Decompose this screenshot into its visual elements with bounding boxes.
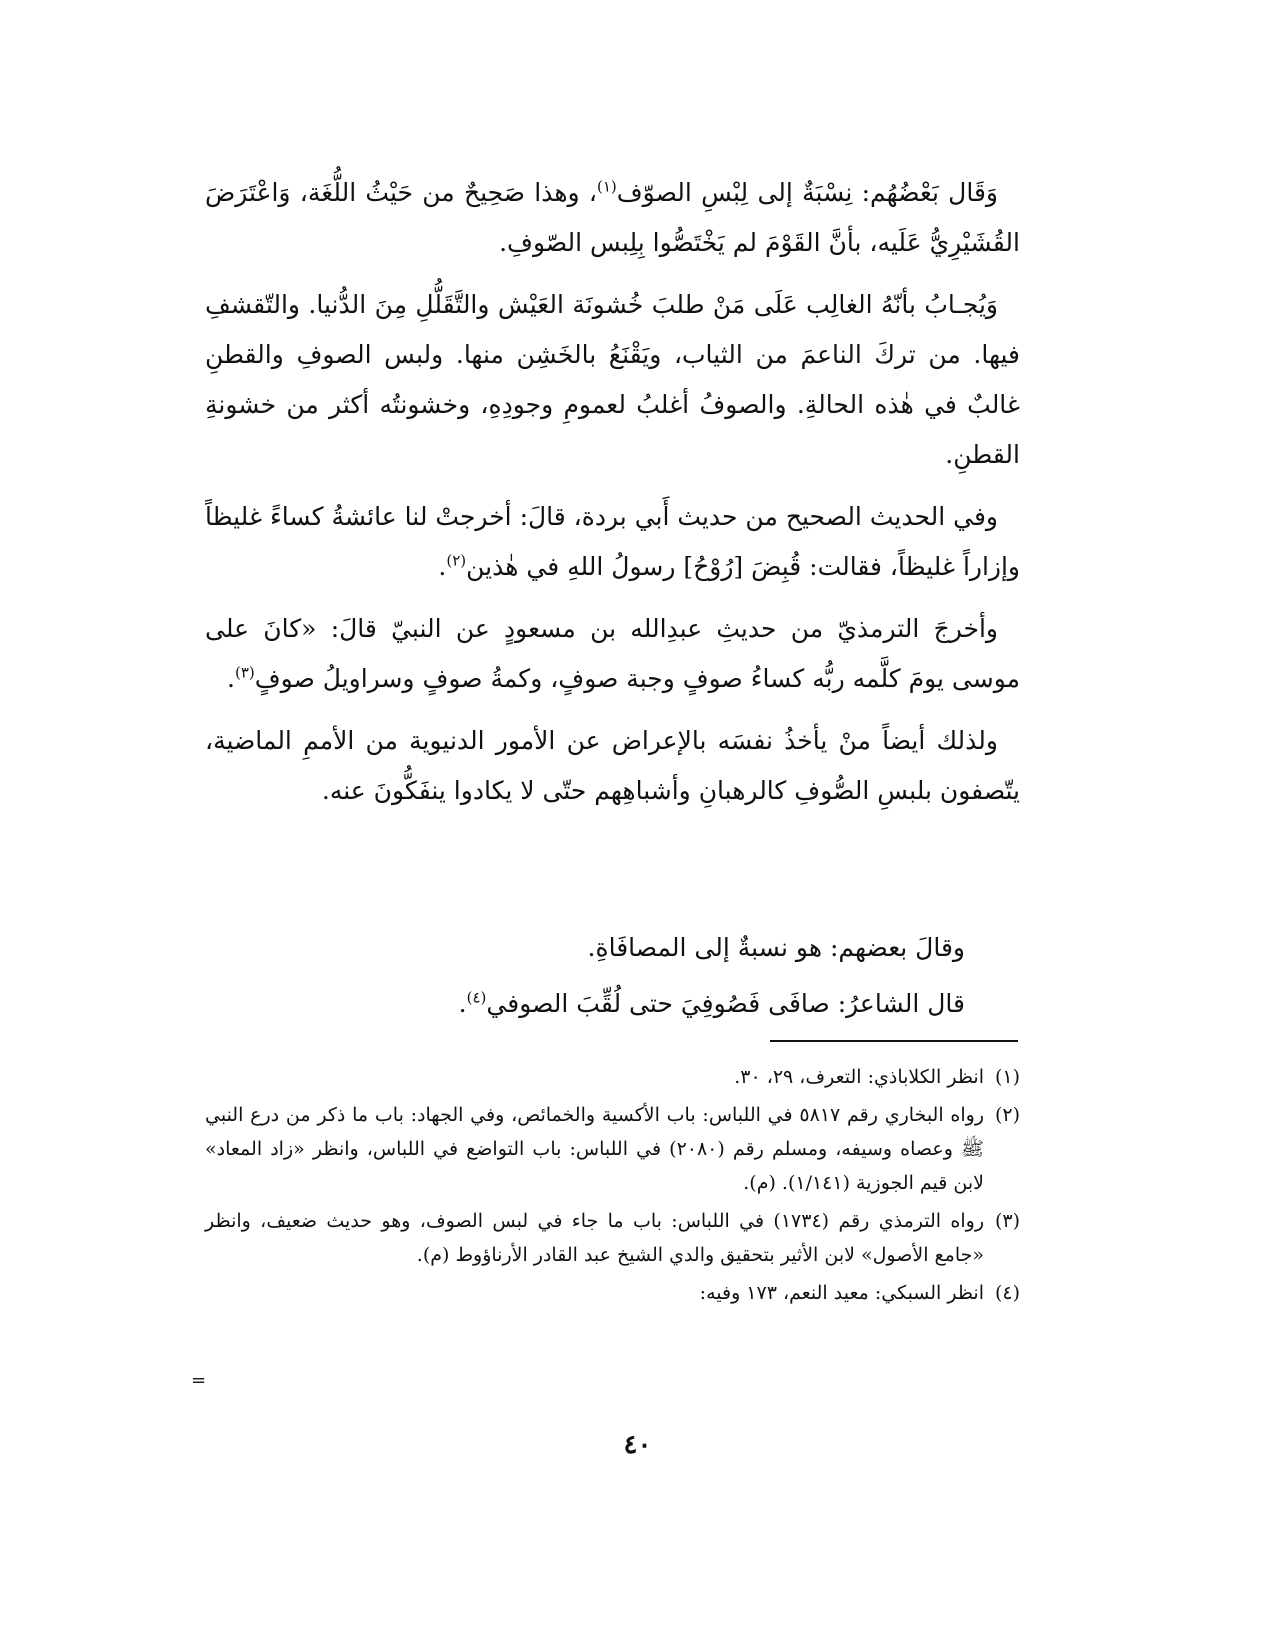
verse-block [205, 920, 965, 1032]
footnote-text: رواه الترمذي رقم (١٧٣٤) في اللباس: باب ما جاء في لبس الصوف، وهو حديث ضعيف، وانظر «جامع الأصول» لابن الأثير بتحقيق والدي الشيخ عبد القادر الأرناؤوط (م). [205, 1210, 984, 1266]
paragraph-text-tail: ، وهذا صَحِيحٌ من حَيْثُ اللُّغَة، وَاعْتَرَضَ القُشَيْرِيُّ عَلَيه، بأنَّ القَوْمَ لم يَخْتَصُّوا بِلِبس الصّوفِ. [205, 178, 1020, 257]
footnote-number: (٢) [994, 1104, 1020, 1126]
paragraph-text: ولذلك أيضاً منْ يأخذُ نفسَه بالإعراض عن الأمور الدنيوية من الأممِ الماضية، يتّصفون بلبسِ الصُّوفِ كالرهبانِ وأشباهِهم حتّى لا يكادوا ينفَكُّونَ عنه. [205, 726, 1020, 805]
main-text [205, 168, 1020, 828]
footnote-ref: (٢) [446, 551, 467, 570]
footnote-number: (٤) [994, 1282, 1020, 1304]
verse-text: قال الشاعرُ: صافَى فَصُوفِيَ حتى لُقِّبَ الصوفي [486, 989, 965, 1018]
footnote [205, 1098, 1020, 1200]
footnote-separator [770, 1040, 1018, 1042]
paragraph-text: وأخرجَ الترمذيّ من حديثِ عبدِالله بن مسعودٍ عن النبيّ قالَ: «كانَ على موسى يومَ كلَّمه ربُّه كساءُ صوفٍ وجبة صوفٍ، وكمةُ صوفٍ وسراويلُ صوفٍ [205, 614, 1020, 693]
footnote-number: (١) [994, 1066, 1020, 1088]
margin-mark: = [191, 1370, 207, 1391]
paragraph-text: وَقَال بَعْضُهُم: نِسْبَةٌ إلى لِبْسِ الصوّف [616, 178, 998, 207]
footnote-text: انظر الكلاباذي: التعرف، ٢٩، ٣٠. [734, 1066, 984, 1088]
paragraph [205, 604, 1020, 704]
verse-line [205, 976, 965, 1032]
paragraph-text-tail: . [438, 552, 447, 581]
footnote-text: انظر السبكي: معيد النعم، ١٧٣ وفيه: [699, 1282, 984, 1304]
footnote-ref: (١) [596, 177, 617, 196]
paragraph-text: وَيُجـابُ بأنّهُ الغالِب عَلَى مَنْ طلبَ خُشونَة العَيْش والتَّقَلُّلِ مِنَ الدُّنيا. والتّقشفِ فيها. من تركَ الناعمَ من الثياب، ويَقْنَعُ بالخَشِن منها. ولبس الصوفِ والقطنِ غالبٌ في هٰذه الحالةِ. والصوفُ أغلبُ لعمومِ وجودِهِ، وخشونتُه أكثر من خشونةِ القطنِ. [205, 290, 1020, 469]
footnote-ref: (٣) [234, 663, 255, 682]
paragraph-text: وفي الحديث الصحيح من حديث أَبي بردة، قالَ: أخرجتْ لنا عائشةُ كساءً غليظاً وإزاراً غليظاً، فقالت: قُبِضَ [رُوْحُ] رسولُ اللهِ في هٰذين [205, 502, 1020, 581]
page-number: ٤٠ [623, 1430, 652, 1460]
footnote [205, 1204, 1020, 1272]
footnote-text: رواه البخاري رقم ٥٨١٧ في اللباس: باب الأكسية والخمائص، وفي الجهاد: باب ما ذكر من درع النبي ﷺ وعصاه وسيفه، ومسلم رقم (٢٠٨٠) في اللباس: باب التواضع في اللباس، وانظر «زاد المعاد» لابن قيم الجوزية (١/١٤١). (م). [205, 1104, 984, 1194]
paragraph [205, 280, 1020, 480]
footnote [205, 1276, 1020, 1310]
footnotes [205, 1060, 1020, 1314]
verse-line [205, 920, 965, 976]
paragraph-text-tail: . [227, 664, 235, 693]
paragraph [205, 716, 1020, 816]
paragraph [205, 492, 1020, 592]
verse-text: وقالَ بعضهم: هو نسبةٌ إلى المصافَاةِ. [587, 933, 965, 962]
verse-text-tail: . [458, 989, 467, 1018]
footnote-number: (٣) [994, 1210, 1020, 1232]
footnote-ref: (٤) [466, 988, 487, 1007]
paragraph [205, 168, 1020, 268]
footnote [205, 1060, 1020, 1094]
